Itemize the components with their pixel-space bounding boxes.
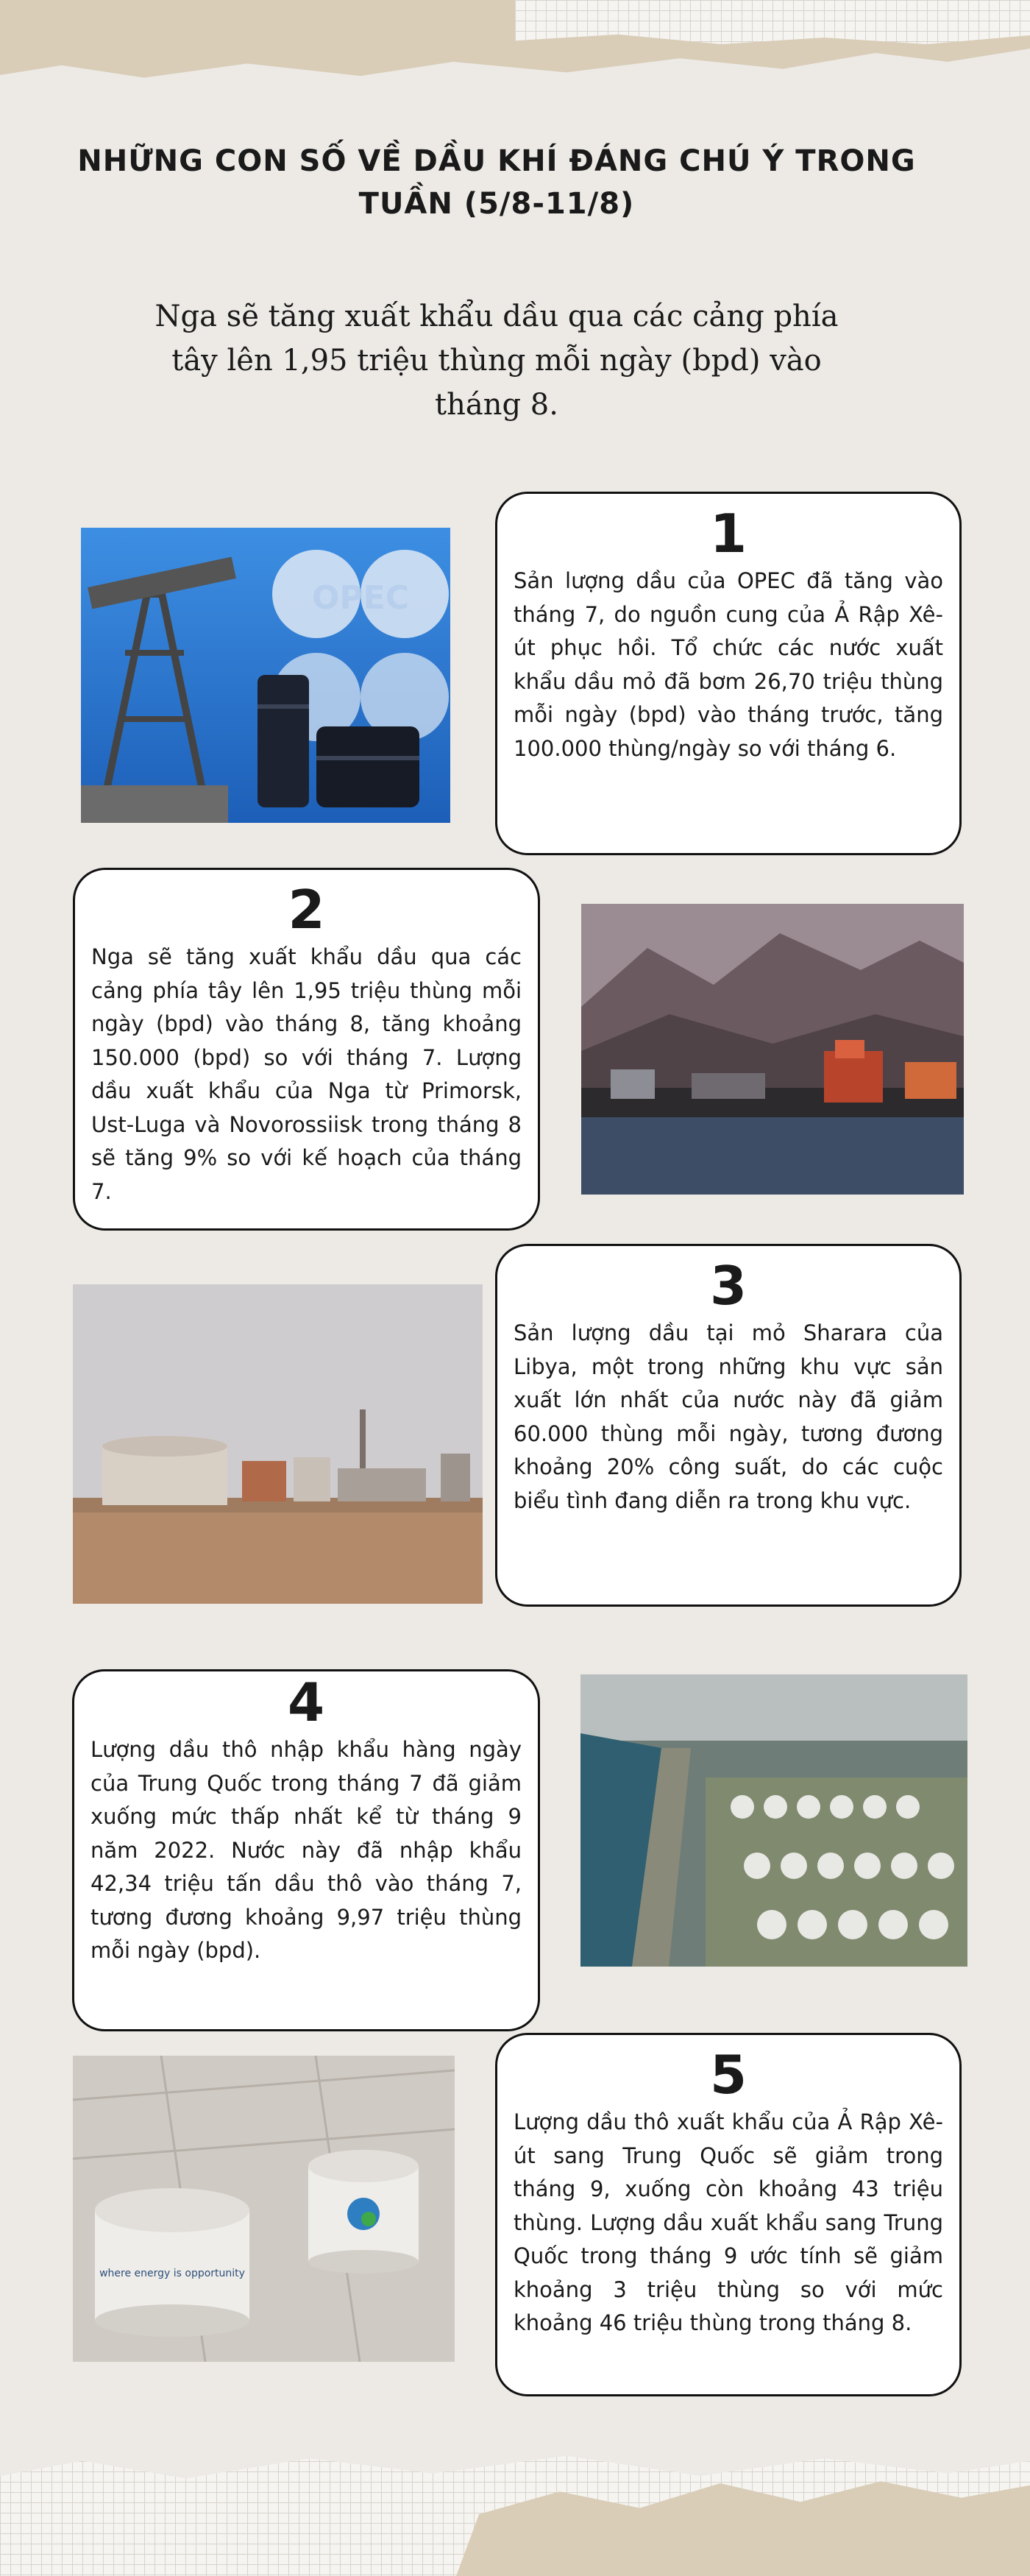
port-tanker-photo (581, 904, 964, 1195)
item-text: Sản lượng dầu tại mỏ Sharara của Libya, một trong những khu vực sản xuất lớn nhất của nước này đã giảm 60.000 thùng mỗi ngày, tương đương khoảng 20% công suất, do các cuộc biểu tình đang diễn ra trong khu vực. (514, 1320, 943, 1513)
desert-oilfield-photo (73, 1284, 483, 1604)
item-text: Nga sẽ tăng xuất khẩu dầu qua các cảng phía tây lên 1,95 triệu thùng mỗi ngày (bpd) vào tháng 8, tăng khoảng 150.000 (bpd) so với tháng 7. Lượng dầu xuất khẩu của Nga từ Primorsk, Ust-Luga và Novorossiisk trong tháng 8 sẽ tăng 9% so với kế hoạch của tháng 7. (91, 944, 522, 1204)
item-number: 1 (709, 503, 747, 565)
item-text: Lượng dầu thô xuất khẩu của Ả Rập Xê-út sang Trung Quốc sẽ giảm trong tháng 9, xuống còn khoảng 43 triệu thùng. Lượng dầu xuất khẩu sang Trung Quốc trong tháng 9 ước tính sẽ giảm khoảng 3 triệu thùng so với mức khoảng 46 triệu thùng trong tháng 8. (514, 2109, 943, 2335)
item-text: Lượng dầu thô nhập khẩu hàng ngày của Trung Quốc trong tháng 7 đã giảm xuống mức thấp nhất kể từ tháng 9 năm 2022. Nước này đã nhập khẩu 42,34 triệu tấn dầu thô vào tháng 7, tương đương khoảng 9,97 triệu thùng mỗi ngày (bpd). (90, 1737, 522, 1963)
item-card-2 (73, 868, 540, 1231)
storage-tanks-aerial-photo (580, 1674, 967, 1967)
item-text: Sản lượng dầu của OPEC đã tăng vào tháng 7, do nguồn cung của Ả Rập Xê-út phục hồi. Tổ chức các nước xuất khẩu dầu mỏ đã bơm 26,70 triệu thùng mỗi ngày (bpd) vào tháng trước, tăng 100.000 thùng/ngày so với tháng 6. (514, 568, 943, 761)
opec-logo-text: OPEC (312, 579, 409, 617)
page-title: NHỮNG CON SỐ VỀ DẦU KHÍ ĐÁNG CHÚ Ý TRONG TUẦN (5/8-11/8) (77, 144, 916, 221)
page-subtitle: Nga sẽ tăng xuất khẩu dầu qua các cảng phía tây lên 1,95 triệu thùng mỗi ngày (bpd) vào tháng 8. (154, 300, 839, 422)
tank-slogan-text: where energy is opportunity (99, 2268, 245, 2279)
item-card-1 (495, 492, 962, 855)
opec-oil-pump-photo (81, 528, 450, 823)
aramco-tanks-photo (73, 2056, 455, 2362)
item-number: 5 (709, 2044, 747, 2106)
item-number: 2 (288, 879, 325, 941)
item-card-5 (495, 2033, 962, 2396)
item-number: 3 (709, 1255, 747, 1317)
item-card-4 (72, 1669, 540, 2031)
item-card-3 (495, 1244, 962, 1607)
item-number: 4 (287, 1671, 325, 1733)
